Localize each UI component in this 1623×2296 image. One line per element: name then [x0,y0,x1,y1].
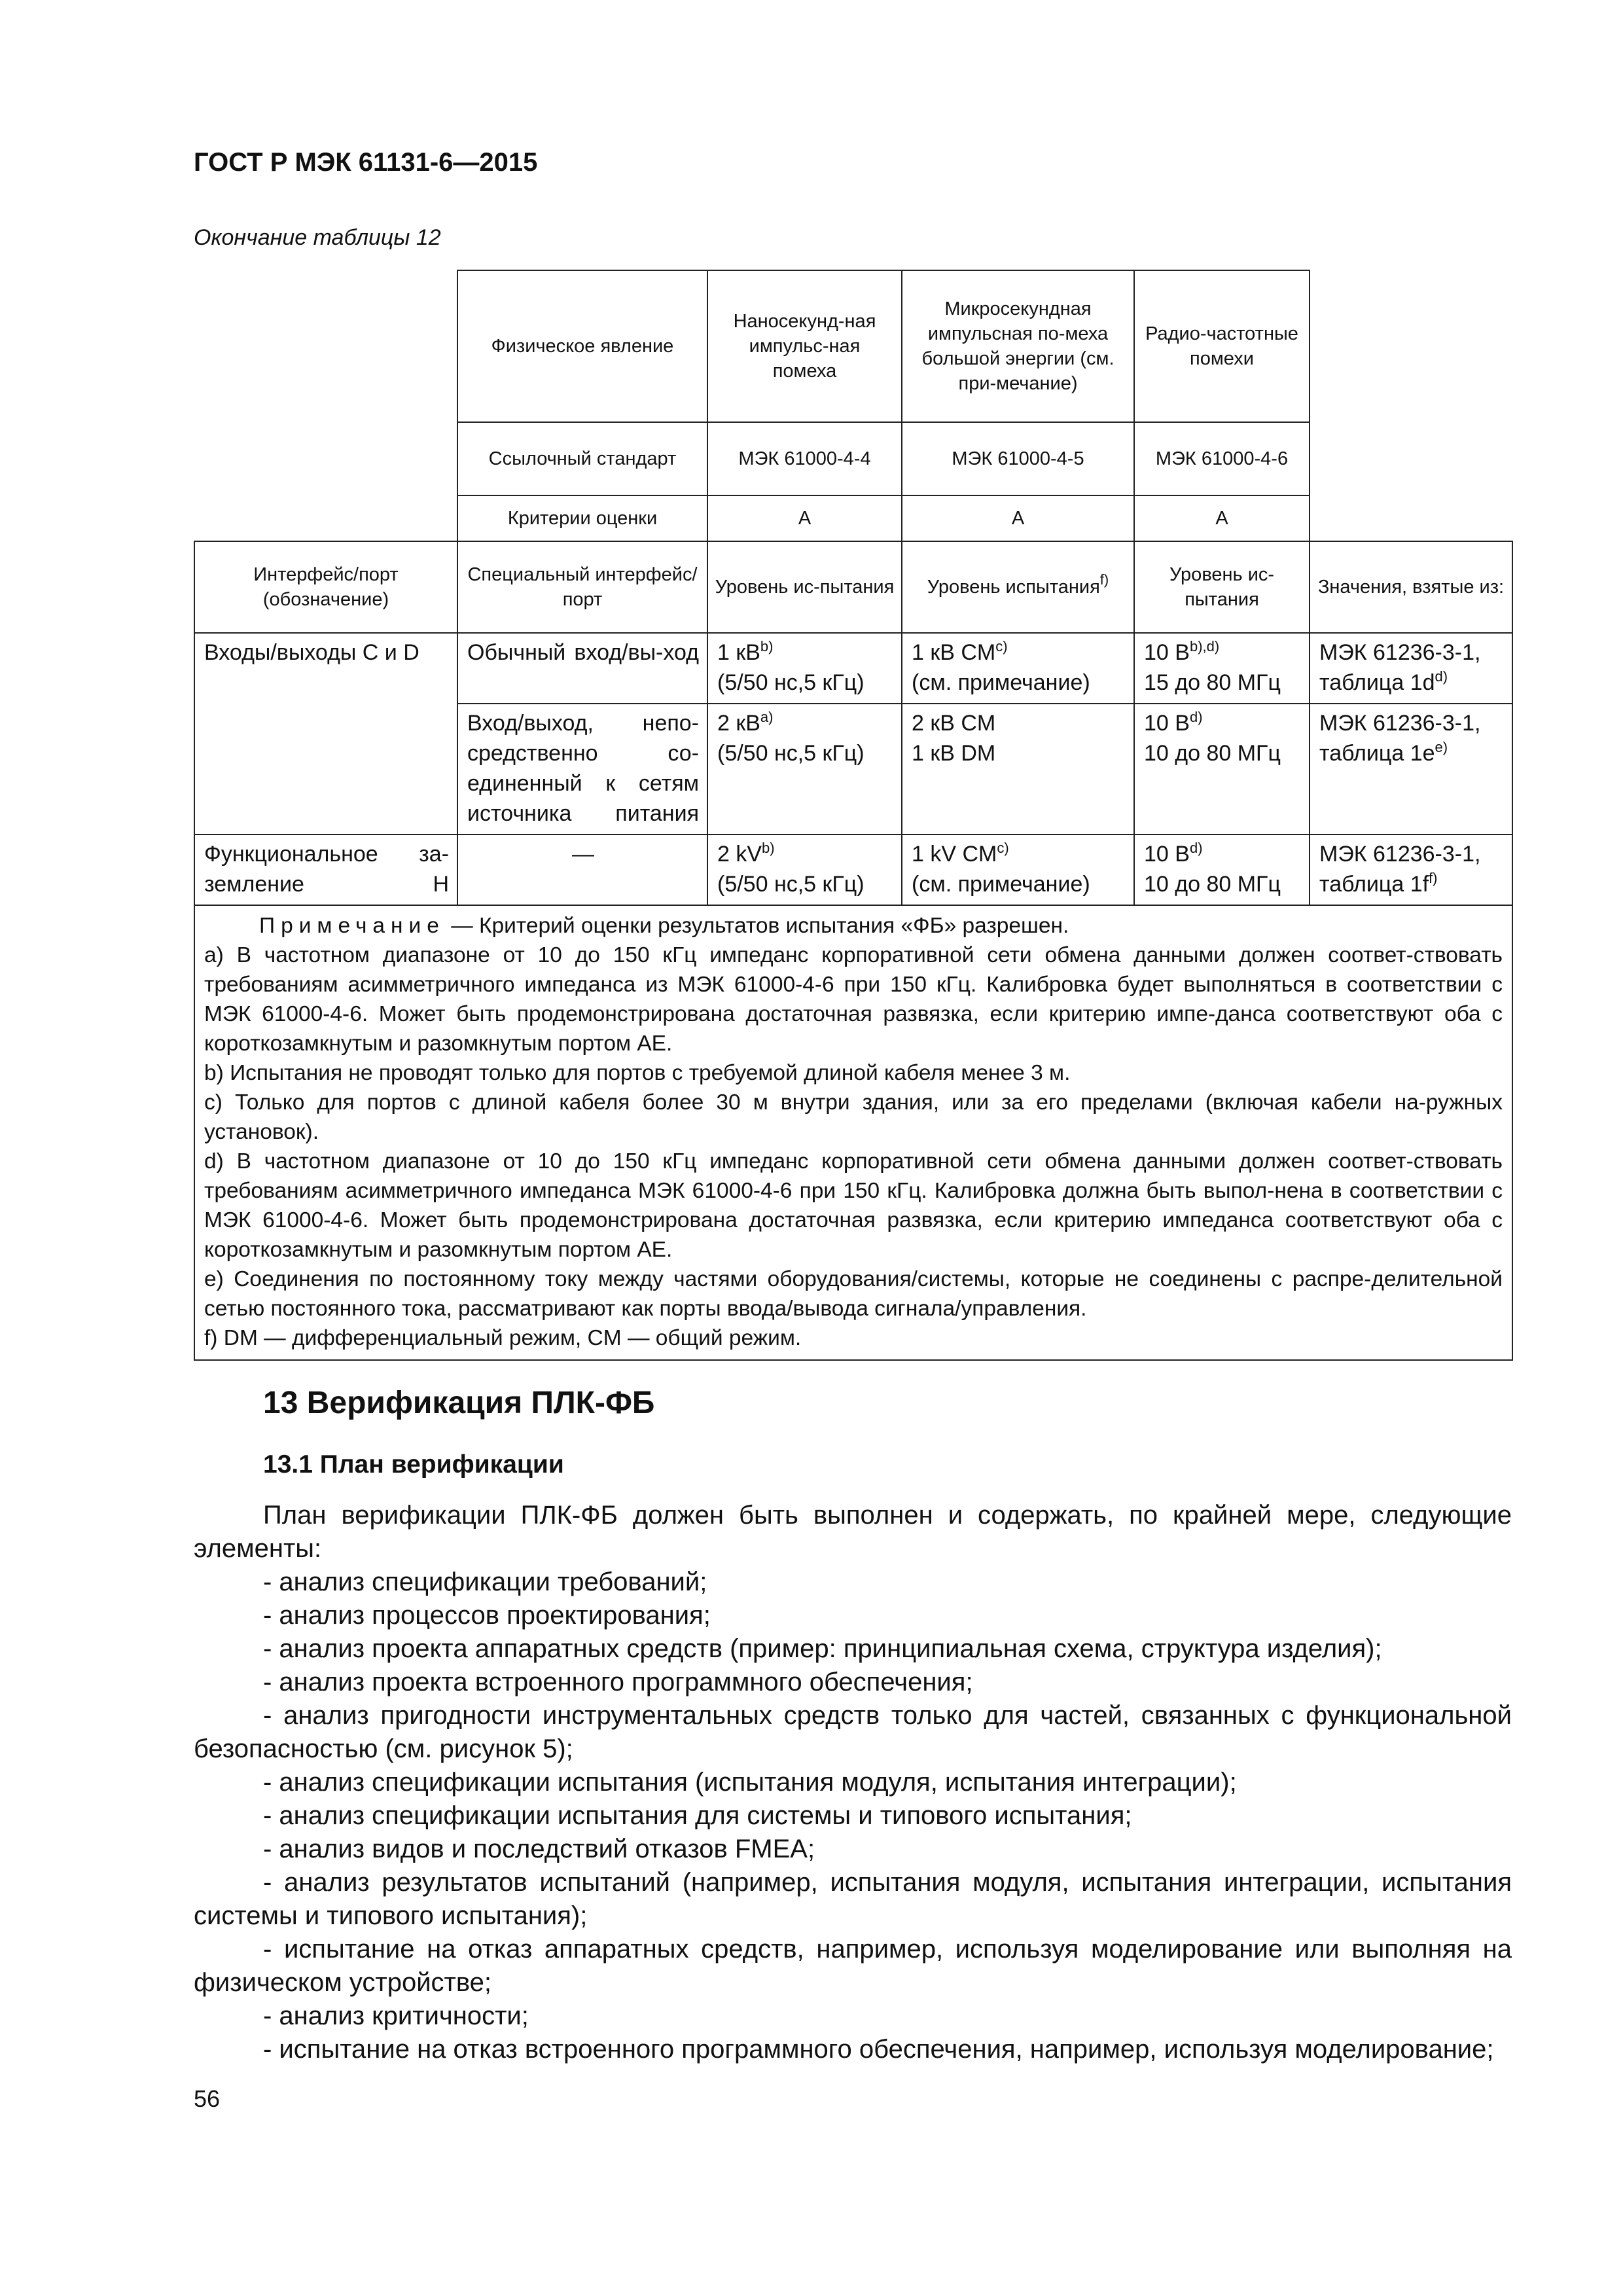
microsecond-level-cell: 1 kV CM$^{c)}$ (см. примечание) [902,834,1134,905]
column-header: Уровень ис-пытания [1134,541,1310,633]
footnote-d: d) В частотном диапазоне от 10 до 150 кГц импеданс корпоративной сети обмена данными должен соответ-ствовать требованиям асимметричного импеданса МЭК 61000-4-6 при 150 кГц. Калибровка должна быть выпол-нена в соответствии с МЭК 61000-4-6. Может быть продемонстрирована достаточная развязка, если критерию импеданса соответствуют оба с короткозамкнутым и разомкнутым портом AE. [204,1149,1503,1262]
list-item: - испытание на отказ аппаратных средств, например, используя моделирование или выполняя на физическом устройстве; [194,1935,1512,1997]
list-item: - анализ спецификации испытания для системы и типового испытания; [263,1801,1132,1830]
section-title: 13 Верификация ПЛК-ФБ [263,1386,655,1420]
table-cell: МЭК 61000-4-4 [707,422,902,495]
table-notes-row [194,905,1512,1360]
nanosecond-level-cell: 2 $кВ^{a)}$ (5/50 нс,5 кГц) [707,704,902,834]
table-cell: А [1134,495,1310,541]
list-item: - испытание на отказ встроенного программного обеспечения, например, используя моделирование; [263,2035,1494,2064]
special-port-cell: Обычный вход/вы-ход [457,633,707,704]
table-cell: МЭК 61000-4-5 [902,422,1134,495]
special-port-cell: — [457,834,707,905]
footnote-b: b) Испытания не проводят только для портов с требуемой длиной кабеля менее 3 м. [204,1061,1071,1085]
table-cell: Радио-частотные помехи [1134,270,1310,422]
table-cell: А [902,495,1134,541]
list-item: - анализ видов и последствий отказов FMEA; [263,1835,815,1863]
source-cell: МЭК 61236-3-1, таблица $1f^{f)}$ [1310,834,1512,905]
table-row [194,633,1512,704]
list-item: - анализ проекта встроенного программного обеспечения; [263,1668,973,1696]
microsecond-level-cell: 2 кВ CM 1 кВ DM [902,704,1134,834]
table-cell: Физическое явление [457,270,707,422]
table-cell: Наносекунд-ная импульс-ная помеха [707,270,902,422]
table-12-main [194,541,1513,1361]
note-heading: Примечание — Критерий оценки результатов испытания «ФБ» разрешен. [259,914,1069,938]
source-cell: МЭК 61236-3-1, таблица $1d^{d)}$ [1310,633,1512,704]
list-item: - анализ спецификации испытания (испытания модуля, испытания интеграции); [263,1768,1237,1797]
nanosecond-level-cell: 2 $kV^{b)}$ (5/50 нс,5 кГц) [707,834,902,905]
document-code: ГОСТ Р МЭК 61131-6—2015 [194,148,538,177]
list-item: - анализ процессов проектирования; [263,1601,711,1630]
radio-level-cell: 10 $В^{b),d)}$ 15 до 80 МГц [1134,633,1310,704]
table-cell: Критерии оценки [457,495,707,541]
footnote-f: f) DM — дифференциальный режим, CM — общий режим. [204,1326,802,1350]
table-notes [194,905,1512,1360]
table-row [457,422,1310,495]
column-header: Уровень ис-пытания [707,541,902,633]
table-12-upper-block [457,270,1310,542]
list-item: - анализ спецификации требований; [263,1568,707,1596]
verification-plan-body [194,1499,1512,2066]
list-item: - анализ результатов испытаний (например, испытания модуля, испытания интеграции, испытания системы и типового испытания); [194,1868,1512,1930]
footnote-a: a) В частотном диапазоне от 10 до 150 кГц импеданс корпоративной сети обмена данными должен соответ-ствовать требованиям асимметричного импеданса из МЭК 61000-4-6 при 150 кГц. Калибровка будет выполняться в соответствии с МЭК 61000-4-6. Может быть продемонстрирована достаточная развязка, если критерию импе-данса соответствуют оба с короткозамкнутым и разомкнутым портом AE. [204,943,1503,1056]
column-header: Уровень испытания$^{f)}$ [902,541,1134,633]
table-cell: МЭК 61000-4-6 [1134,422,1310,495]
table-row [457,495,1310,541]
subsection-title: 13.1 План верификации [263,1450,564,1479]
source-cell: МЭК 61236-3-1, таблица $1е^{e)}$ [1310,704,1512,834]
port-cell: Входы/выходы C и D [194,633,457,834]
radio-level-cell: 10 $В^{d)}$ 10 до 80 МГц [1134,704,1310,834]
nanosecond-level-cell: 1 $кВ^{b)}$ (5/50 нс,5 кГц) [707,633,902,704]
port-cell: Функциональное за-земление Н [194,834,457,905]
list-item: - анализ проекта аппаратных средств (пример: принципиальная схема, структура изделия); [263,1634,1382,1663]
table-row [194,834,1512,905]
table-cell: А [707,495,902,541]
footnote-c: c) Только для портов с длиной кабеля более 30 м внутри здания, или за его пределами (включая кабели на-ружных установок). [204,1090,1503,1144]
microsecond-level-cell: 1 кВ CM$^{c)}$ (см. примечание) [902,633,1134,704]
radio-level-cell: 10 $В^{d)}$ 10 до 80 МГц [1134,834,1310,905]
column-header: Специальный интерфейс/порт [457,541,707,633]
list-item: - анализ пригодности инструментальных средств только для частей, связанных с функциональной безопасностью (см. рисунок 5); [194,1701,1512,1763]
footnote-e: e) Соединения по постоянному току между частями оборудования/системы, которые не соединены с распре-делительной сетью постоянного тока, рассматривают как порты ввода/вывода сигнала/управления. [204,1267,1503,1321]
table-caption: Окончание таблицы 12 [194,225,441,250]
list-item: - анализ критичности; [263,2001,529,2030]
page-number: 56 [194,2085,221,2112]
note-label: Примечание [259,914,445,938]
paragraph: План верификации ПЛК-ФБ должен быть выполнен и содержать, по крайней мере, следующие элементы: [194,1501,1512,1563]
table-cell: Микросекундная импульсная по-меха большой энергии (см. при-мечание) [902,270,1134,422]
column-header: Интерфейс/порт (обозначение) [194,541,457,633]
column-header: Значения, взятые из: [1310,541,1512,633]
table-cell: Ссылочный стандарт [457,422,707,495]
table-row [457,270,1310,422]
special-port-cell: Вход/выход, непо-средственно со-единенный к сетям источника питания [457,704,707,834]
table-header-row [194,541,1512,633]
